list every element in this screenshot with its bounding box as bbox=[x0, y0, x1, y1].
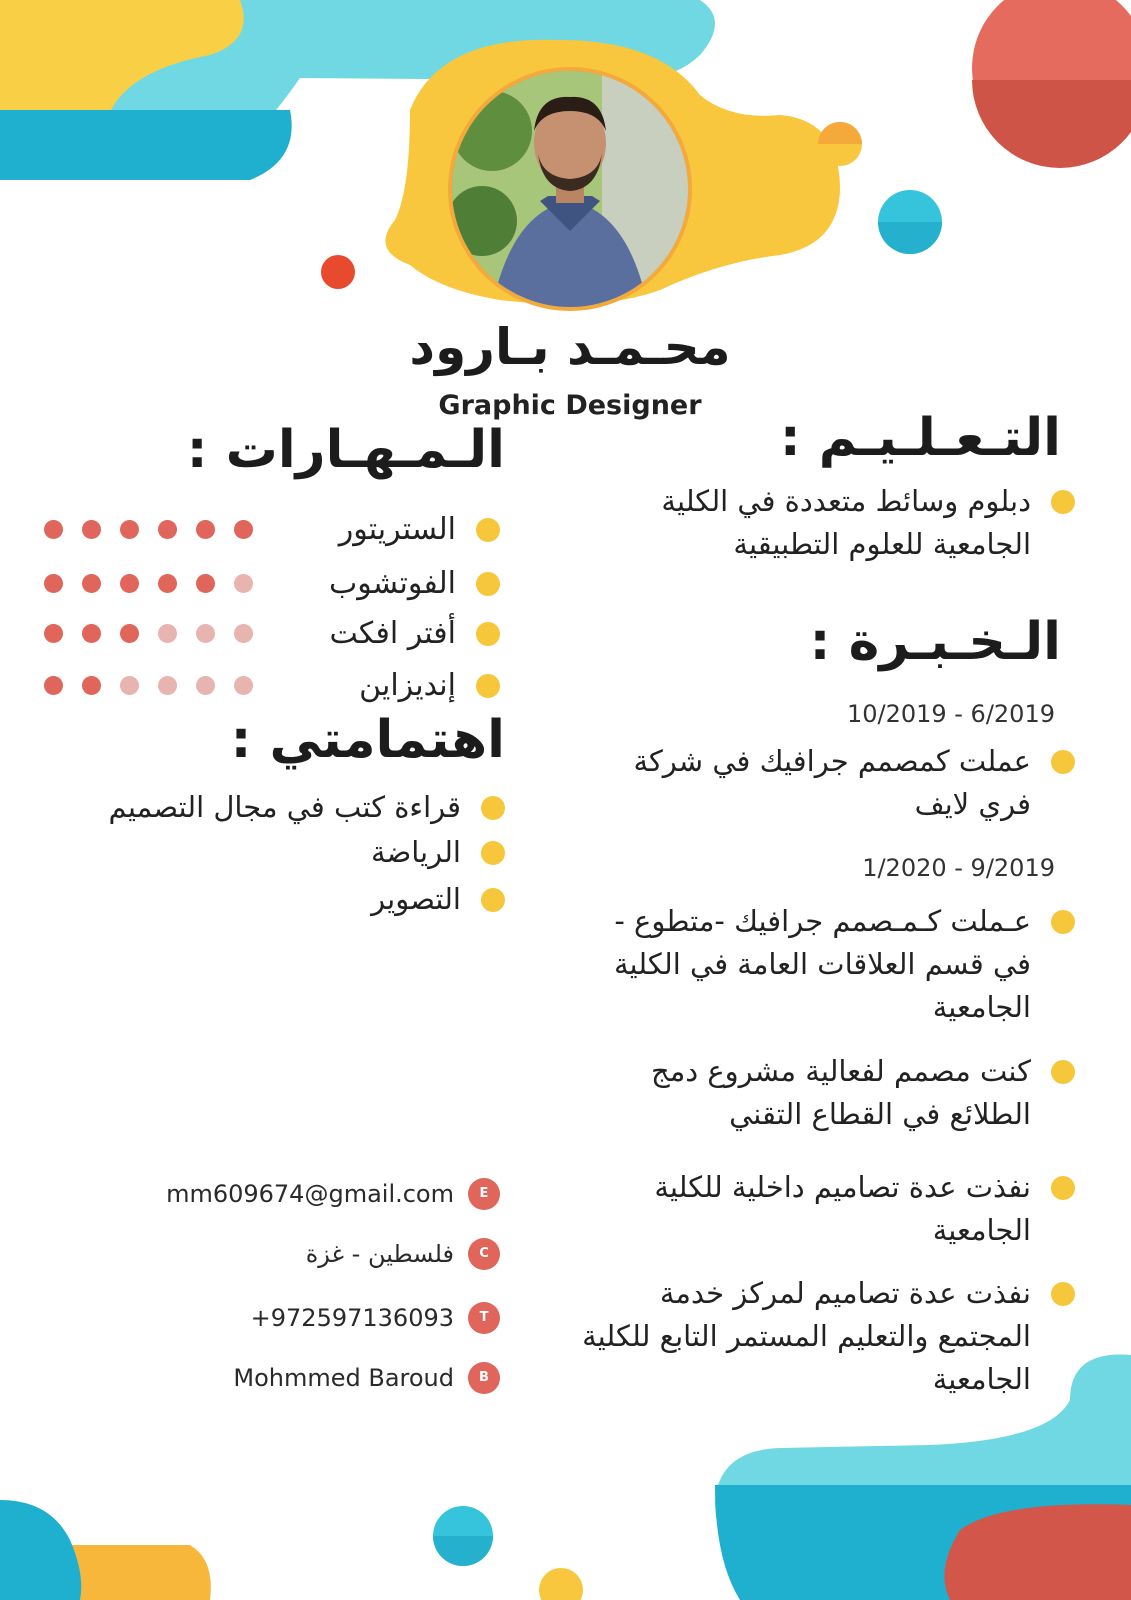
skill-rating bbox=[40, 624, 260, 644]
education-list bbox=[585, 480, 1075, 566]
experience-date: 10/2019 - 6/2019 bbox=[846, 700, 1055, 728]
experience-entry bbox=[565, 1272, 1075, 1401]
skill-name: الفوتشوب bbox=[328, 566, 456, 601]
skill-row bbox=[40, 612, 500, 656]
interest-item bbox=[45, 786, 505, 829]
experience-text: كنت مصمم لفعالية مشروع دمج الطلائع في القطاع التقني bbox=[650, 1054, 1031, 1131]
education-item bbox=[585, 480, 1075, 566]
person-name: محـمـد بـارود bbox=[409, 318, 731, 376]
bullet-dot bbox=[481, 796, 505, 820]
skill-rating-dot bbox=[158, 520, 177, 539]
bullet-dot bbox=[1051, 750, 1075, 774]
skill-row bbox=[40, 508, 500, 552]
email-icon: E bbox=[468, 1178, 500, 1210]
experience-entry bbox=[585, 900, 1075, 1029]
experience-text: عملت كمصمم جرافيك في شركة فري لايف bbox=[633, 744, 1031, 821]
skill-rating-dot bbox=[196, 624, 215, 643]
bullet-dot bbox=[1051, 1060, 1075, 1084]
skill-rating-dot bbox=[44, 520, 63, 539]
experience-text: نفذت عدة تصاميم لمركز خدمة المجتمع والتعليم المستمر التابع للكلية الجامعية bbox=[582, 1276, 1031, 1396]
bullet-dot bbox=[476, 572, 500, 596]
skill-rating-dot bbox=[196, 574, 215, 593]
skill-rating-dot bbox=[158, 574, 177, 593]
portrait-illustration bbox=[452, 71, 688, 307]
bullet-dot bbox=[1051, 490, 1075, 514]
red-dot bbox=[321, 255, 355, 289]
behance-icon: B bbox=[468, 1362, 500, 1394]
skill-rating-dot bbox=[82, 520, 101, 539]
skill-rating-dot bbox=[120, 624, 139, 643]
skill-rating-dot bbox=[120, 574, 139, 593]
skill-rating-dot bbox=[158, 676, 177, 695]
skill-rating-dot bbox=[234, 574, 253, 593]
experience-entry bbox=[585, 1050, 1075, 1136]
interest-text: الرياضة bbox=[371, 835, 461, 869]
bullet-dot bbox=[476, 674, 500, 698]
location-value: فلسطين - غزة bbox=[305, 1240, 454, 1268]
location-icon: C bbox=[468, 1238, 500, 1270]
job-title: Graphic Designer bbox=[438, 390, 702, 421]
skill-name: أفتر افكت bbox=[329, 616, 456, 651]
skill-rating-dot bbox=[44, 574, 63, 593]
skill-rating-dot bbox=[44, 676, 63, 695]
skill-rating-dot bbox=[158, 624, 177, 643]
top-left-blue-band bbox=[0, 110, 292, 180]
phone-icon: T bbox=[468, 1302, 500, 1334]
bullet-dot bbox=[476, 518, 500, 542]
email-value[interactable]: mm609674@gmail.com bbox=[166, 1180, 454, 1208]
experience-entry bbox=[585, 1166, 1075, 1252]
bullet-dot bbox=[1051, 1176, 1075, 1200]
contact-phone[interactable] bbox=[120, 1300, 500, 1336]
contact-behance[interactable] bbox=[120, 1360, 500, 1396]
bottom-yellow-circle bbox=[539, 1568, 583, 1600]
contact-location bbox=[120, 1236, 500, 1272]
interest-item bbox=[45, 831, 505, 874]
skills-heading: الـمـهـارات : bbox=[186, 420, 505, 480]
bullet-dot bbox=[1051, 1282, 1075, 1306]
behance-value[interactable]: Mohmmed Baroud bbox=[233, 1364, 454, 1392]
skill-rating-dot bbox=[82, 676, 101, 695]
skill-rating-dot bbox=[82, 574, 101, 593]
skill-rating-dot bbox=[234, 624, 253, 643]
skill-rating bbox=[40, 676, 260, 696]
skill-rating-dot bbox=[196, 520, 215, 539]
skill-row bbox=[40, 664, 500, 708]
skill-row bbox=[40, 562, 500, 606]
skill-rating bbox=[40, 574, 260, 594]
interest-text: قراءة كتب في مجال التصميم bbox=[108, 790, 461, 824]
experience-heading: الـخـبـرة : bbox=[809, 612, 1061, 672]
bullet-dot bbox=[481, 841, 505, 865]
education-heading: التـعـلـيـم : bbox=[779, 408, 1061, 468]
experience-entry bbox=[585, 740, 1075, 826]
skill-rating-dot bbox=[120, 520, 139, 539]
skill-rating-dot bbox=[196, 676, 215, 695]
interests-list bbox=[45, 786, 505, 921]
experience-date: 1/2020 - 9/2019 bbox=[862, 854, 1055, 882]
skill-rating bbox=[40, 520, 260, 540]
skill-name: الستريتور bbox=[338, 512, 456, 547]
bullet-dot bbox=[481, 888, 505, 912]
bullet-dot bbox=[476, 622, 500, 646]
skill-name: إنديزاين bbox=[359, 668, 456, 703]
bullet-dot bbox=[1051, 910, 1075, 934]
interest-item bbox=[45, 878, 505, 921]
interests-heading: اهتمامتي : bbox=[230, 710, 505, 770]
skill-rating-dot bbox=[82, 624, 101, 643]
experience-text: عـملت كـمـصمم جرافيك -متطوع - في قسم العلاقات العامة في الكلية الجامعية bbox=[614, 904, 1031, 1024]
skill-rating-dot bbox=[234, 676, 253, 695]
skill-rating-dot bbox=[44, 624, 63, 643]
profile-photo bbox=[448, 67, 692, 311]
experience-text: نفذت عدة تصاميم داخلية للكلية الجامعية bbox=[654, 1170, 1031, 1247]
education-item-text: دبلوم وسائط متعددة في الكلية الجامعية للعلوم التطبيقية bbox=[661, 484, 1031, 561]
bottom-left-cyan-blob bbox=[0, 1500, 81, 1600]
contact-email[interactable] bbox=[120, 1176, 500, 1212]
interest-text: التصوير bbox=[371, 882, 461, 916]
phone-value[interactable]: +972597136093 bbox=[250, 1304, 454, 1332]
skill-rating-dot bbox=[234, 520, 253, 539]
skill-rating-dot bbox=[120, 676, 139, 695]
